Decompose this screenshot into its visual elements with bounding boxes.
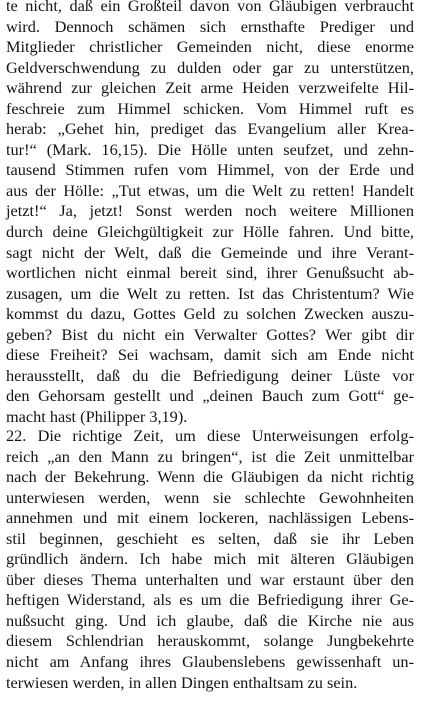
text-line: jetzt!“ Ja, jetzt! Sonst werden noch weitere Millionen: [6, 201, 414, 221]
text-line: macht hast (Philipper 3,19).: [6, 406, 188, 426]
text-line: über dieses Thema unterhalten und war erstaunt über den: [6, 569, 414, 589]
text-line: diesem Schlendrian herauskommt, solange Jungbekehrte: [6, 631, 414, 651]
text-line: heftigen Widerstand, als es um die Befriedigung ihrer Ge-: [6, 590, 414, 610]
text-line: kommst du dazu, Gottes Geld zu solchen Zwecken auszu-: [6, 304, 414, 324]
text-line: sagt nicht der Welt, daß die Gemeinde und ihre Verant-: [6, 242, 414, 262]
text-line: geben? Bist du nicht ein Verwalter Gottes? Wer gibt dir: [6, 324, 414, 344]
text-line: annehmen und mit einem lockeren, nachlässigen Lebens-: [6, 508, 414, 528]
text-line: zusagen, um die Welt zu retten. Ist das Christentum? Wie: [6, 283, 414, 303]
text-line: während zur gleichen Zeit arme Heiden verzweifelte Hil-: [6, 78, 414, 98]
text-line: den Gehorsam gestellt und „deinen Bauch zum Gott“ ge-: [6, 386, 414, 406]
text-line: gründlich ändern. Ich habe mich mit älteren Gläubigen: [6, 549, 414, 569]
text-line: tausend Stimmen rufen vom Himmel, von der Erde und: [6, 160, 414, 180]
text-line: aus der Hölle: „Tut etwas, um die Welt zu retten! Handelt: [6, 180, 414, 200]
text-line: wird. Dennoch schämen sich ernsthafte Prediger und: [6, 16, 414, 36]
text-line: wortlichen nicht einmal bereit sind, ihrer Genußsucht ab-: [6, 263, 414, 283]
paragraph-continued: [6, 0, 414, 427]
text-line: te nicht, daß ein Großteil davon von Gläubigen verbraucht: [6, 0, 414, 15]
text-line: diese Freiheit? Sei wachsam, damit sich am Ende nicht: [6, 345, 414, 365]
text-line: tur!“ (Mark. 16,15). Die Hölle unten seufzet, und zehn-: [6, 139, 414, 159]
text-line: Geldverschwendung zu dulden oder gar zu unterstützen,: [6, 57, 414, 77]
text-line: herausstellt, daß du die Befriedigung deiner Lüste vor: [6, 365, 414, 385]
text-line: unterwiesen werden, wenn sie schlechte Gewohnheiten: [6, 487, 414, 507]
text-line: Mitglieder christlicher Gemeinden nicht, diese enorme: [6, 37, 414, 57]
text-line: nicht am Anfang ihres Glaubenslebens gewissenhaft un-: [6, 652, 414, 672]
text-line: terwiesen werden, in allen Dingen enthaltsam zu sein.: [6, 672, 358, 692]
paragraph-22: [6, 426, 414, 693]
text-line: herab: „Gehet hin, prediget das Evangelium aller Krea-: [6, 119, 414, 139]
text-line: 22. Die richtige Zeit, um diese Unterweisungen erfolg-: [6, 426, 414, 445]
text-line: stil beginnen, geschieht es selten, daß sie ihr Leben: [6, 528, 414, 548]
text-line: nach der Bekehrung. Wenn die Gläubigen da nicht richtig: [6, 467, 414, 487]
text-line: nußsucht ging. Und ich glaube, daß die Kirche nie aus: [6, 610, 414, 630]
text-line: reich „an den Mann zu bringen“, ist die Zeit unmittelbar: [6, 446, 414, 466]
text-line: feschreie zum Himmel schicken. Vom Himmel ruft es: [6, 98, 414, 118]
text-line: durch deine Gleichgültigkeit zur Hölle fahren. Und bitte,: [6, 222, 414, 242]
